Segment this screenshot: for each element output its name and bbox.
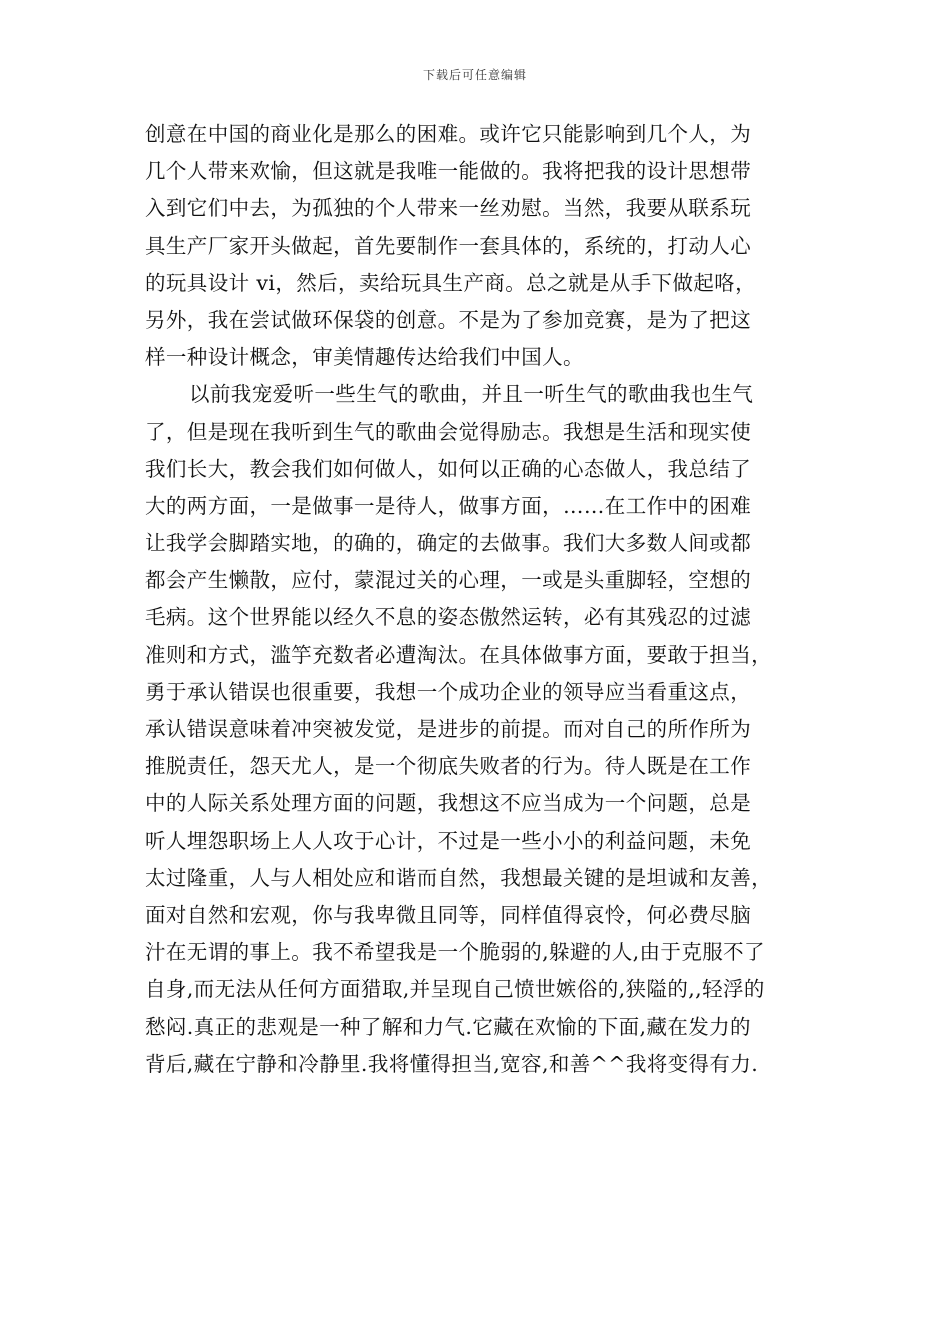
text-line: 创意在中国的商业化是那么的困难。或许它只能影响到几个人，为 xyxy=(145,122,752,146)
text-line: 愁闷.真正的悲观是一种了解和力气.它藏在欢愉的下面,藏在发力的 xyxy=(145,1014,751,1039)
text-line: 太过隆重，人与人相处应和谐而自然，我想最关键的是坦诚和友善， xyxy=(145,865,772,890)
text-line: 的玩具设计 vi，然后，卖给玩具生产商。总之就是从手下做起咯， xyxy=(145,270,757,295)
text-line: 面对自然和宏观，你与我卑微且同等，同样值得哀怜，何必费尽脑 xyxy=(145,902,752,927)
text-line: 汁在无谓的事上。我不希望我是一个脆弱的,躲避的人,由于克服不了 xyxy=(145,940,765,965)
document-body xyxy=(145,116,817,1083)
text-line: 了，但是现在我听到生气的歌曲会觉得励志。我想是生活和现实使 xyxy=(145,419,752,444)
text-line: 具生产厂家开头做起，首先要制作一套具体的，系统的，打动人心 xyxy=(145,233,752,258)
text-line: 自身,而无法从任何方面猎取,并呈现自己愤世嫉俗的,狭隘的,,轻浮的 xyxy=(145,977,765,1002)
page-header: 下载后可任意编辑 xyxy=(422,68,527,82)
text-line: 中的人际关系处理方面的问题，我想这不应当成为一个问题，总是 xyxy=(145,791,752,816)
text-line: 几个人带来欢愉，但这就是我唯一能做的。我将把我的设计思想带 xyxy=(145,159,752,184)
text-line: 我们长大，教会我们如何做人，如何以正确的心态做人，我总结了 xyxy=(145,456,752,481)
text-line: 背后,藏在宁静和冷静里.我将懂得担当,宽容,和善^^我将变得有力. xyxy=(145,1051,759,1076)
text-line: 另外，我在尝试做环保袋的创意。不是为了参加竞赛，是为了把这 xyxy=(145,307,752,332)
text-line: 毛病。这个世界能以经久不息的姿态傲然运转，必有其残忍的过滤 xyxy=(145,605,752,630)
paragraph xyxy=(145,376,817,1083)
paragraph xyxy=(145,116,817,376)
text-line: 承认错误意味着冲突被发觉，是进步的前提。而对自己的所作所为 xyxy=(145,717,752,741)
text-line: 听人埋怨职场上人人攻于心计，不过是一些小小的利益问题，未免 xyxy=(145,828,752,853)
text-line: 准则和方式，滥竽充数者必遭淘汰。在具体做事方面，要敢于担当， xyxy=(145,642,772,667)
text-line: 入到它们中去，为孤独的个人带来一丝劝慰。当然，我要从联系玩 xyxy=(145,196,752,221)
text-line: 推脱责任，怨天尤人，是一个彻底失败者的行为。待人既是在工作 xyxy=(145,754,752,779)
text-line: 样一种设计概念，审美情趣传达给我们中国人。 xyxy=(145,345,584,370)
text-line: 大的两方面，一是做事一是待人，做事方面，……在工作中的困难 xyxy=(145,493,752,518)
text-line: 都会产生懒散，应付，蒙混过关的心理，一或是头重脚轻，空想的 xyxy=(145,568,752,593)
text-line: 以前我宠爱听一些生气的歌曲，并且一听生气的歌曲我也生气 xyxy=(189,382,754,407)
text-line: 让我学会脚踏实地，的确的，确定的去做事。我们大多数人间或都 xyxy=(145,531,752,556)
text-line: 勇于承认错误也很重要，我想一个成功企业的领导应当看重这点， xyxy=(145,679,752,704)
